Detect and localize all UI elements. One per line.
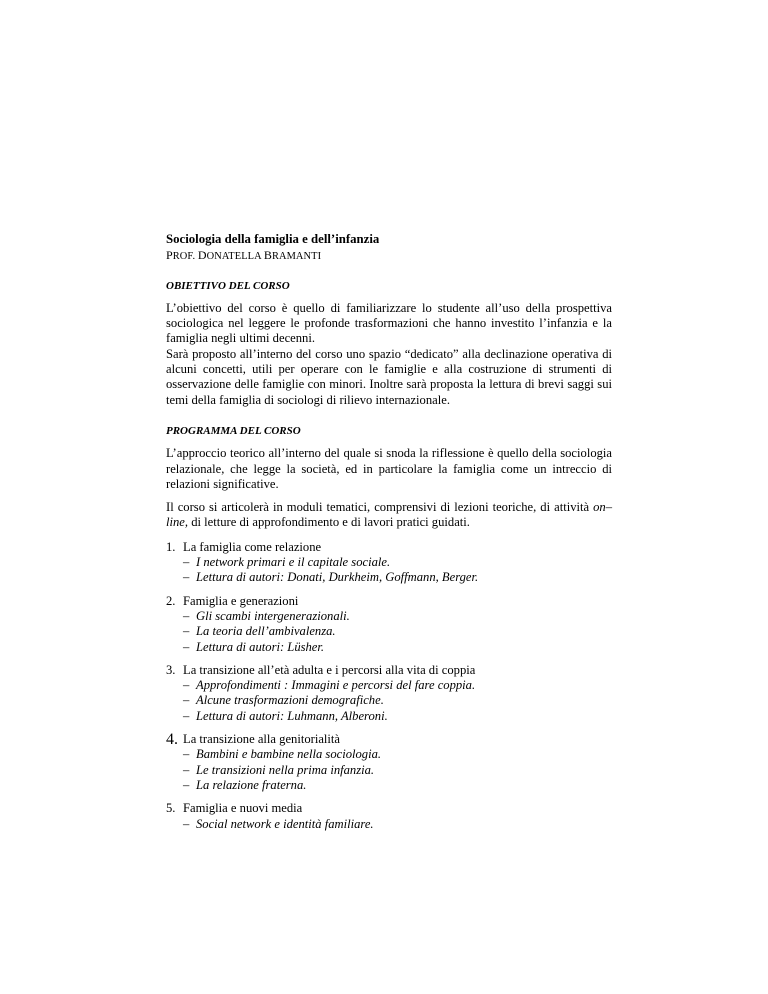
subtopic-item [183,817,612,832]
prof-rest: ROF. [172,251,198,263]
subtopic-text: La teoria dell’ambivalenza. [196,624,336,639]
dash: – [183,639,190,654]
module-number: 1. [166,539,176,554]
dash: – [183,608,190,623]
objectives-paragraph-1: L’obiettivo del corso è quello di familiarizzare lo studente all’uso della prospettiva sociologica nel leggere le profonde trasformazioni che hanno investito l’infanzia e la famiglia negli ultimi decenni. [166,300,612,346]
prof-last-initial: B [263,248,272,263]
subtopic-item [183,570,612,585]
module-number: 5. [166,801,176,816]
program-paragraph-2-start: Il corso si articolerà in moduli tematici, comprensivi di lezioni teoriche, di attività [166,500,594,515]
prof-last-rest: RAMANTI [271,251,322,263]
subtopic-text: Lettura di autori: Donati, Durkheim, Goffmann, Berger. [196,570,479,585]
module-heading [166,663,612,678]
module-title: La transizione all’età adulta e i percorsi alla vita di coppia [183,662,476,677]
module-heading [166,801,612,816]
dash: – [183,624,190,639]
program-paragraph-2-italic: on–line, [166,500,612,530]
subtopic-item [183,778,612,793]
module-heading [166,732,612,747]
course-title: Sociologia della famiglia e dell’infanzia [166,232,380,246]
module-title: La famiglia come relazione [183,539,322,554]
subtopic-text: Approfondimenti : Immagini e percorsi del fare coppia. [196,678,476,693]
prof-first-initial: D [197,248,207,263]
subtopic-item [183,747,612,762]
subtopic-item [183,640,612,655]
subtopic-item [183,693,612,708]
program-paragraph-2-end: di letture di approfondimento e di lavori pratici guidati. [188,515,470,530]
module-heading [166,540,612,555]
module-subtopics [166,609,612,655]
subtopic-text: Social network e identità familiare. [196,816,374,831]
dash: – [183,678,190,693]
module-number: 2. [166,593,176,608]
subtopic-text: Lettura di autori: Luhmann, Alberoni. [196,708,388,723]
module-item [166,801,612,832]
program-paragraph-2 [166,500,612,531]
module-heading [166,594,612,609]
prof-prefix: P [166,248,173,263]
module-number: 4. [166,731,178,749]
objectives-heading: OBIETTIVO DEL CORSO [166,279,290,292]
module-title: Famiglia e nuovi media [183,801,303,816]
subtopic-item [183,678,612,693]
prof-first-rest: ONATELLA [206,251,264,263]
module-subtopics [166,555,612,586]
module-title: La transizione alla genitorialità [183,732,341,747]
subtopic-text: Alcune trasformazioni demografiche. [196,693,384,708]
subtopic-item [183,609,612,624]
dash: – [183,693,190,708]
dash: – [183,570,190,585]
module-subtopics [166,747,612,793]
subtopic-text: Gli scambi intergenerazionali. [196,608,350,623]
subtopic-item [183,624,612,639]
professor-name [166,248,612,264]
document-page [166,232,612,840]
program-paragraph-1: L’approccio teorico all’interno del quale si snoda la riflessione è quello della sociologia relazionale, che legge la società, ed in particolare la famiglia come un intreccio di relazioni significative. [166,446,612,491]
program-heading: PROGRAMMA DEL CORSO [166,424,301,437]
module-number: 3. [166,662,176,677]
modules-list [166,540,612,832]
subtopic-item [183,555,612,570]
dash: – [183,762,190,777]
objectives-paragraph-2: Sarà proposto all’interno del corso uno spazio “dedicato” alla declinazione operativa di alcuni concetti, utili per operare con le famiglie e alla costruzione di strumenti di osservazione delle famiglie con minori. Inoltre sarà proposta la lettura di brevi saggi sui temi della famiglia di sociologi di rilievo internazionale. [166,346,612,407]
dash: – [183,816,190,831]
dash: – [183,747,190,762]
dash: – [183,555,190,570]
subtopic-text: I network primari e il capitale sociale. [196,555,391,570]
module-item [166,540,612,586]
subtopic-text: La relazione fraterna. [196,777,307,792]
module-title: Famiglia e generazioni [183,593,299,608]
dash: – [183,777,190,792]
subtopic-item [183,709,612,724]
module-item [166,732,612,793]
subtopic-text: Le transizioni nella prima infanzia. [196,762,375,777]
subtopic-item [183,763,612,778]
subtopic-text: Bambini e bambine nella sociologia. [196,747,382,762]
module-item [166,663,612,724]
dash: – [183,708,190,723]
subtopic-text: Lettura di autori: Lüsher. [196,639,325,654]
module-subtopics [166,817,612,832]
module-subtopics [166,678,612,724]
module-item [166,594,612,655]
